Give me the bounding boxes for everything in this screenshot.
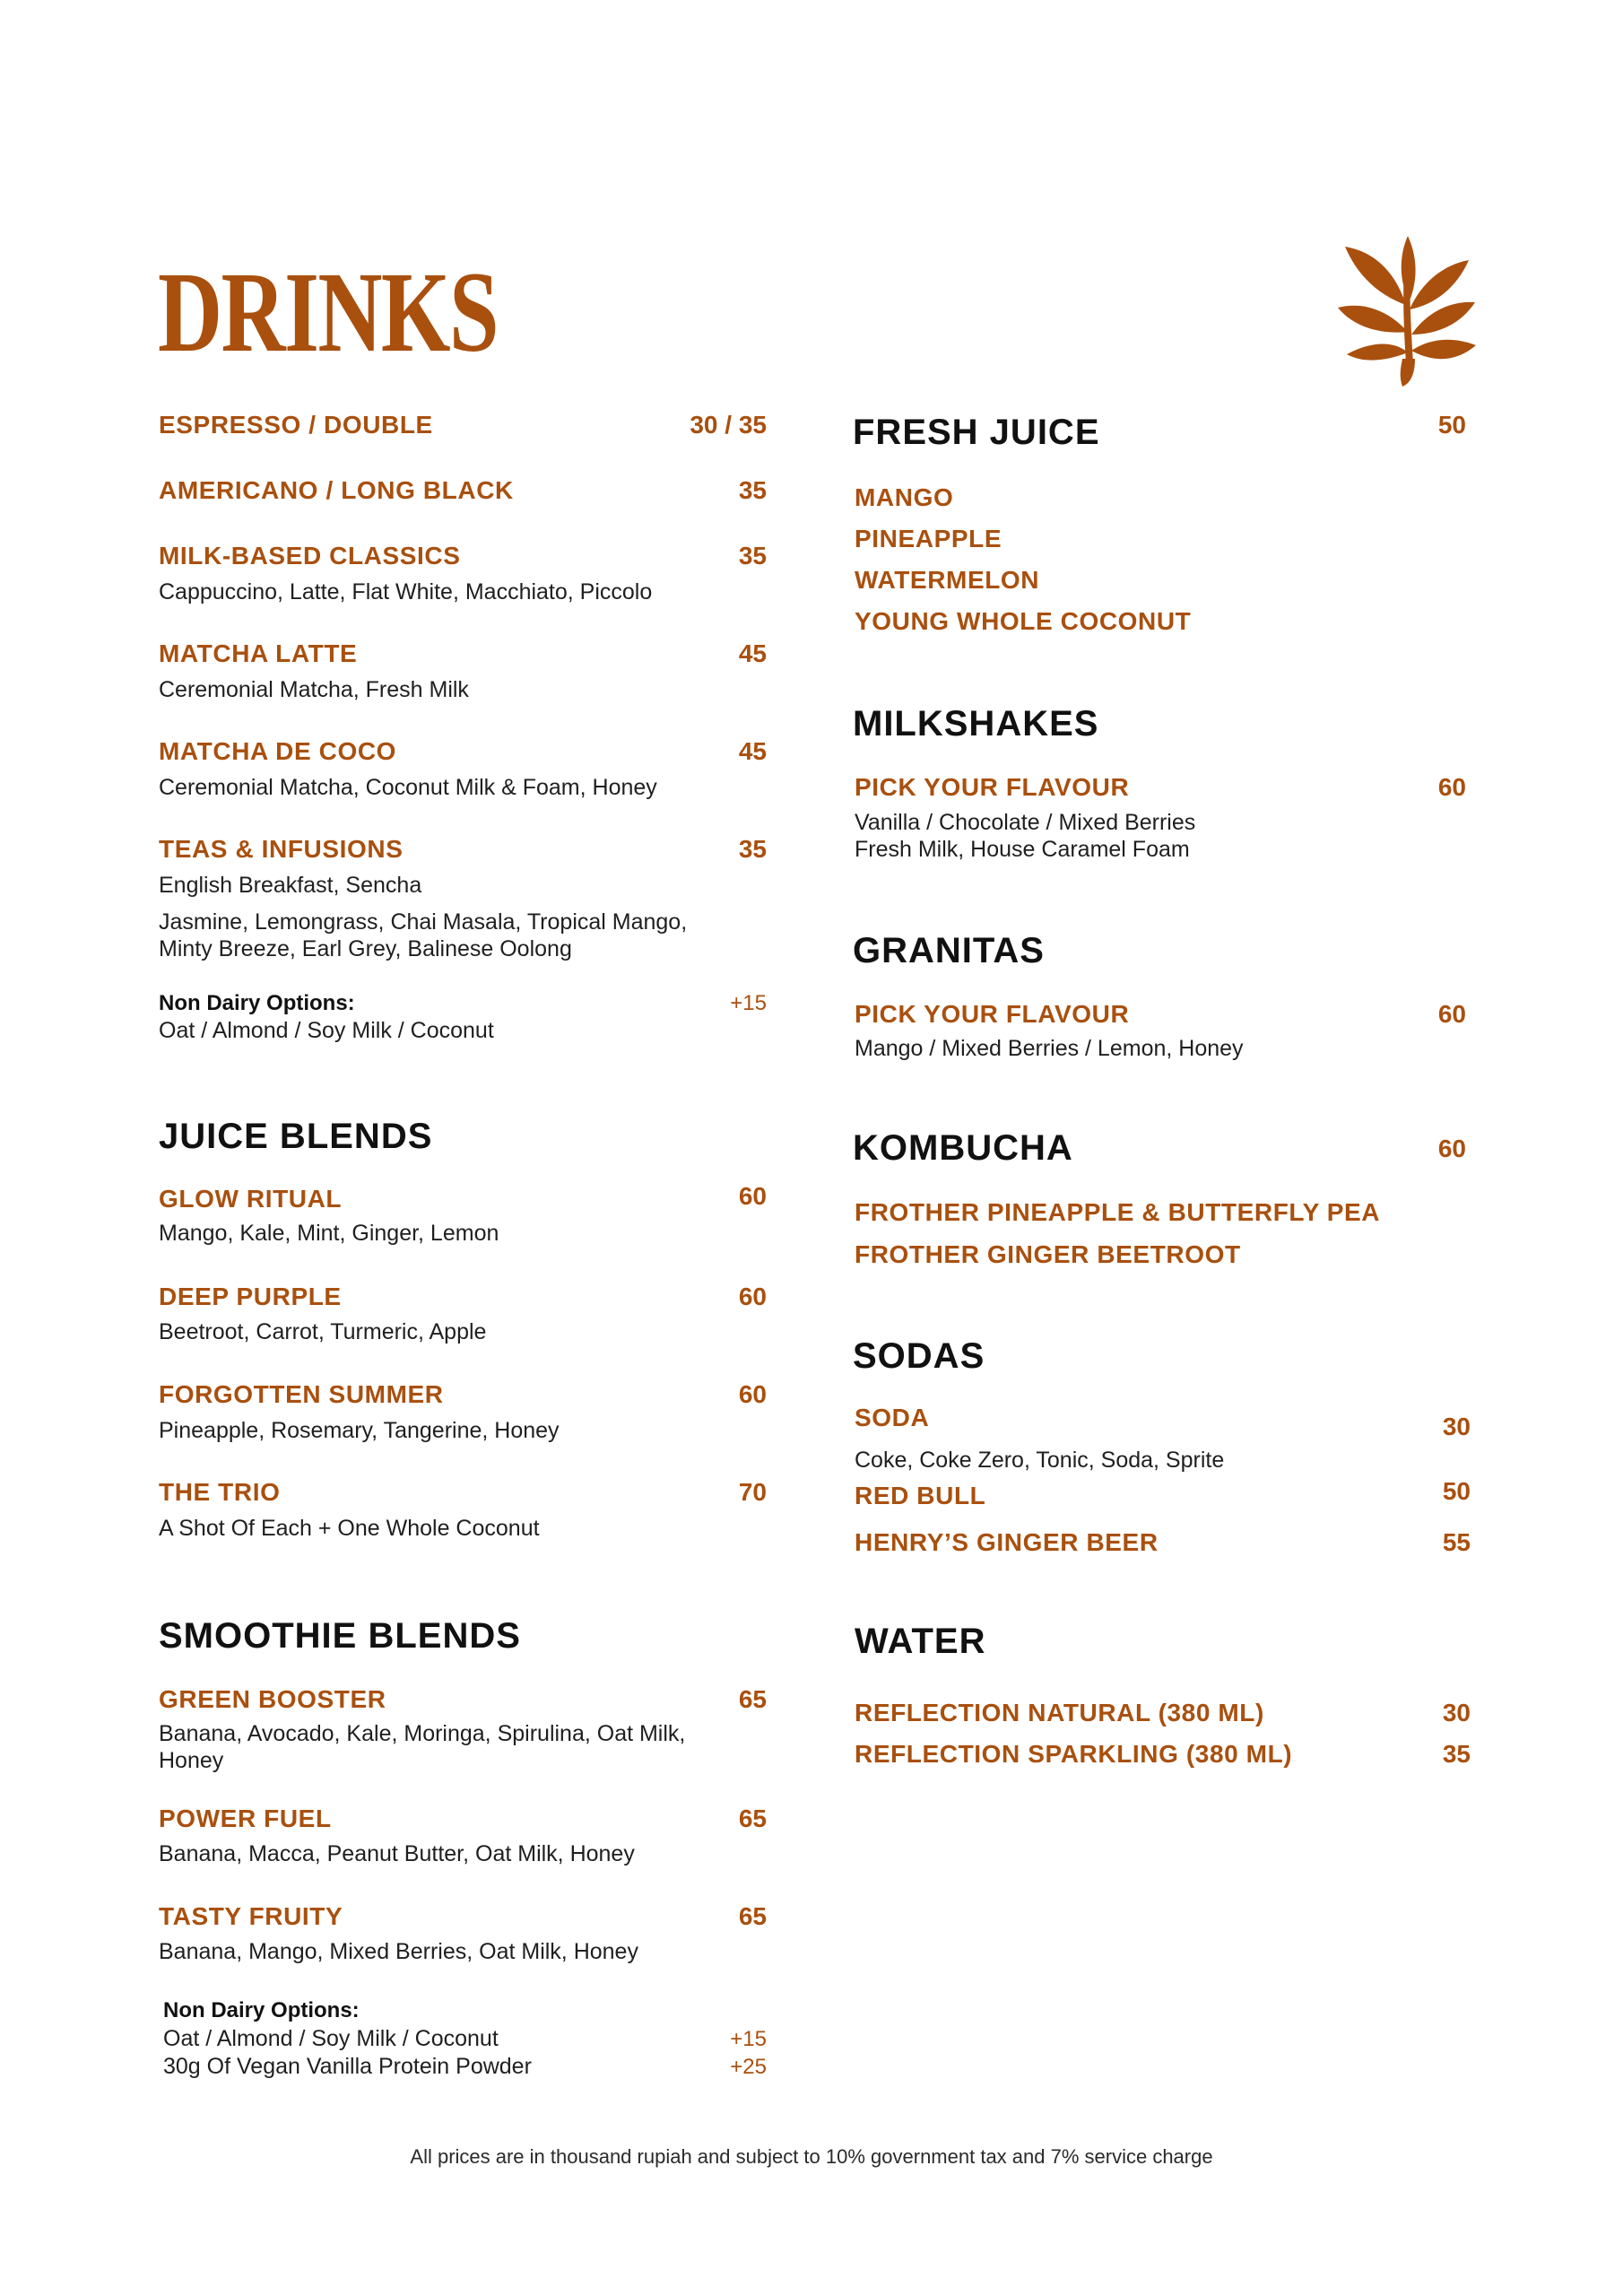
menu-item-description: Ceremonial Matcha, Coconut Milk & Foam, Honey — [159, 775, 657, 800]
menu-item-price: 30 / 35 — [690, 411, 767, 439]
non-dairy-price: +25 — [730, 2055, 767, 2079]
menu-item-name: THE TRIO — [159, 1478, 281, 1506]
menu-item-description: Minty Breeze, Earl Grey, Balinese Oolong — [159, 936, 572, 961]
menu-item-description: Honey — [159, 1748, 224, 1773]
menu-item-description: Jasmine, Lemongrass, Chai Masala, Tropical Mango, — [159, 909, 688, 935]
menu-item-name: DEEP PURPLE — [159, 1283, 342, 1310]
leaf-branch-icon — [1336, 229, 1480, 390]
non-dairy-option: 30g Of Vegan Vanilla Protein Powder — [163, 2054, 532, 2079]
menu-item-name: TASTY FRUITY — [159, 1902, 343, 1930]
menu-item-name: MATCHA DE COCO — [159, 737, 397, 765]
menu-item-price: 35 — [738, 476, 767, 504]
menu-item-price: 50 — [1442, 1477, 1471, 1505]
menu-item-name: TEAS & INFUSIONS — [159, 835, 404, 863]
menu-item-price: 60 — [738, 1380, 767, 1408]
menu-item-name: AMERICANO / LONG BLACK — [159, 476, 514, 504]
menu-title: DRINKS — [158, 248, 498, 376]
menu-item-name: FROTHER GINGER BEETROOT — [855, 1240, 1241, 1268]
menu-item-name: WATERMELON — [855, 566, 1040, 594]
section-title-fresh-juice: FRESH JUICE — [853, 413, 1100, 452]
menu-item-description: Vanilla / Chocolate / Mixed Berries — [855, 810, 1196, 835]
menu-item-price: 60 — [1437, 1000, 1466, 1028]
menu-item-price: 65 — [738, 1805, 767, 1832]
menu-item-name: MANGO — [855, 483, 954, 511]
menu-item-price: 30 — [1442, 1699, 1471, 1726]
menu-item-description: Mango, Kale, Mint, Ginger, Lemon — [159, 1221, 499, 1246]
menu-item-description: Fresh Milk, House Caramel Foam — [855, 837, 1190, 862]
menu-item-price: 60 — [1437, 773, 1466, 801]
menu-item-price: 30 — [1442, 1413, 1471, 1440]
menu-item-name: REFLECTION SPARKLING (380 ML) — [855, 1740, 1293, 1768]
menu-item-price: 35 — [738, 835, 767, 863]
menu-item-name: FORGOTTEN SUMMER — [159, 1380, 444, 1408]
menu-item-name: POWER FUEL — [159, 1805, 332, 1832]
section-title-milkshakes: MILKSHAKES — [853, 704, 1099, 744]
menu-item-price: 65 — [738, 1902, 767, 1930]
menu-item-name: PICK YOUR FLAVOUR — [855, 773, 1130, 801]
section-title-kombucha: KOMBUCHA — [853, 1128, 1073, 1168]
menu-item-price: 45 — [738, 737, 767, 765]
menu-item-name: REFLECTION NATURAL (380 ML) — [855, 1699, 1264, 1726]
menu-item-price: 45 — [738, 639, 767, 667]
menu-item-description: Banana, Mango, Mixed Berries, Oat Milk, Honey — [159, 1939, 638, 1964]
menu-item-price: 65 — [738, 1685, 767, 1713]
menu-item-price: 35 — [1442, 1740, 1471, 1768]
non-dairy-label: Non Dairy Options: — [159, 991, 355, 1015]
menu-item-name: GREEN BOOSTER — [159, 1685, 386, 1713]
section-title-water: WATER — [855, 1622, 986, 1661]
menu-item-name: PICK YOUR FLAVOUR — [855, 1000, 1130, 1028]
menu-item-description: English Breakfast, Sencha — [159, 873, 422, 898]
non-dairy-price: +15 — [730, 2027, 767, 2051]
menu-item-description: Banana, Macca, Peanut Butter, Oat Milk, Honey — [159, 1841, 635, 1866]
section-title-juice-blends: JUICE BLENDS — [159, 1117, 433, 1156]
menu-item-description: Cappuccino, Latte, Flat White, Macchiato, Piccolo — [159, 579, 653, 604]
menu-item-name: RED BULL — [855, 1482, 986, 1509]
menu-item-name: SODA — [855, 1404, 930, 1431]
menu-item-name: MATCHA LATTE — [159, 639, 358, 667]
menu-item-price: 70 — [738, 1478, 767, 1506]
section-price: 60 — [1437, 1135, 1466, 1162]
menu-item-name: YOUNG WHOLE COCONUT — [855, 607, 1192, 635]
menu-item-name: FROTHER PINEAPPLE & BUTTERFLY PEA — [855, 1198, 1381, 1226]
menu-item-price: 60 — [738, 1283, 767, 1310]
non-dairy-price: +15 — [730, 991, 767, 1015]
menu-item-name: PINEAPPLE — [855, 525, 1002, 552]
non-dairy-options: Oat / Almond / Soy Milk / Coconut — [159, 1018, 494, 1043]
menu-item-description: Beetroot, Carrot, Turmeric, Apple — [159, 1319, 487, 1344]
menu-item-name: GLOW RITUAL — [159, 1185, 343, 1213]
menu-item-name: ESPRESSO / DOUBLE — [159, 411, 433, 439]
menu-item-description: A Shot Of Each + One Whole Coconut — [159, 1516, 540, 1541]
price-disclaimer: All prices are in thousand rupiah and subject to 10% government tax and 7% service charge — [410, 2145, 1213, 2168]
menu-item-name: HENRY’S GINGER BEER — [855, 1528, 1159, 1556]
menu-item-description: Banana, Avocado, Kale, Moringa, Spirulina, Oat Milk, — [159, 1721, 686, 1746]
menu-item-price: 60 — [738, 1182, 767, 1210]
section-title-sodas: SODAS — [853, 1336, 985, 1376]
menu-item-description: Pineapple, Rosemary, Tangerine, Honey — [159, 1418, 560, 1443]
menu-item-name: MILK-BASED CLASSICS — [159, 542, 461, 570]
menu-item-description: Mango / Mixed Berries / Lemon, Honey — [855, 1036, 1244, 1061]
non-dairy-option: Oat / Almond / Soy Milk / Coconut — [163, 2026, 499, 2051]
menu-item-description: Ceremonial Matcha, Fresh Milk — [159, 677, 469, 702]
menu-item-price: 55 — [1442, 1528, 1471, 1556]
menu-item-description: Coke, Coke Zero, Tonic, Soda, Sprite — [855, 1448, 1225, 1473]
section-price: 50 — [1437, 411, 1466, 439]
non-dairy-label: Non Dairy Options: — [163, 1998, 360, 2022]
menu-item-price: 35 — [738, 542, 767, 570]
section-title-granitas: GRANITAS — [853, 931, 1045, 970]
section-title-smoothie-blends: SMOOTHIE BLENDS — [159, 1616, 521, 1656]
